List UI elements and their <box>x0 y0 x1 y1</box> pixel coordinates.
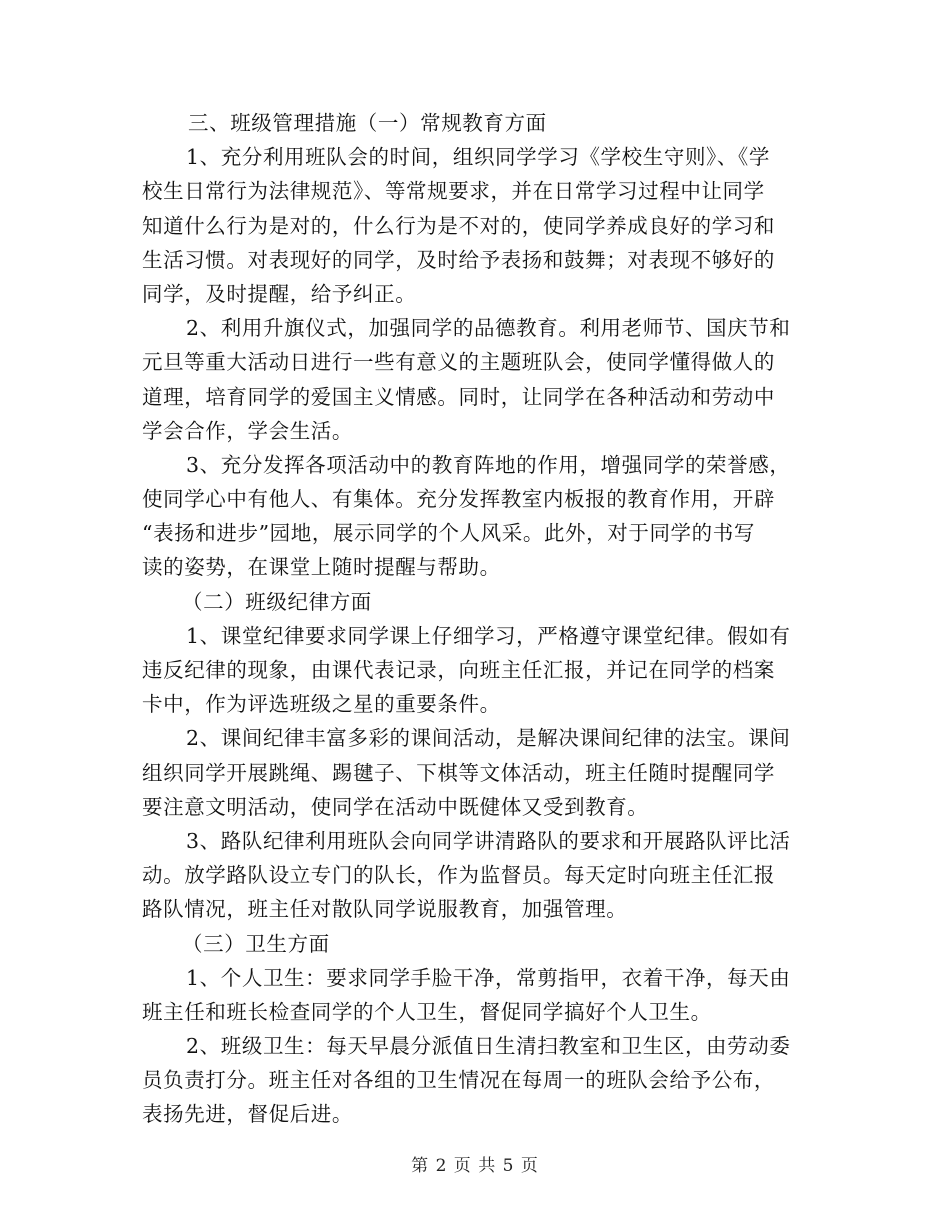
text-line: “表扬和进步”园地，展示同学的个人风采。此外，对于同学的书写 <box>142 521 755 546</box>
text-line: 违反纪律的现象，由课代表记录，向班主任汇报，并记在同学的档案 <box>142 658 775 682</box>
paragraph-first-line: 2、利用升旗仪式，加强同学的品德教育。利用老师节、国庆节和 <box>186 316 791 341</box>
text-line: 路队情况，班主任对散队同学说服教育，加强管理。 <box>142 897 628 922</box>
paragraph-first-line: 3、充分发挥各项活动中的教育阵地的作用，增强同学的荣誉感， <box>186 452 791 477</box>
text-line: 员负责打分。班主任对各组的卫生情况在每周一的班队会给予公布， <box>142 1068 775 1093</box>
text-line: 生活习惯。对表现好的同学，及时给予表扬和鼓舞；对表现不够好的 <box>142 247 775 272</box>
text-line: 班主任和班长检查同学的个人卫生，督促同学搞好个人卫生。 <box>142 999 712 1024</box>
paragraph-first-line: 3、路队纪律利用班队会向同学讲清路队的要求和开展路队评比活 <box>186 828 791 853</box>
paragraph-first-line: 1、个人卫生：要求同学手脸干净，常剪指甲，衣着干净，每天由 <box>186 965 791 990</box>
text-line: 表扬先进，督促后进。 <box>142 1102 353 1127</box>
text-line: 道理，培育同学的爱国主义情感。同时，让同学在各种活动和劳动中 <box>142 384 775 409</box>
subsection-heading: （三）卫生方面 <box>182 931 330 956</box>
text-line: 知道什么行为是对的，什么行为是不对的，使同学养成良好的学习和 <box>142 213 775 238</box>
text-line: 卡中，作为评选班级之星的重要条件。 <box>142 692 501 717</box>
text-line: 动。放学路队设立专门的队长，作为监督员。每天定时向班主任汇报 <box>142 863 775 888</box>
document-body <box>142 106 808 1132</box>
section-heading: 三、班级管理措施（一）常规教育方面 <box>188 111 547 135</box>
text-line: 校生日常行为法律规范》、等常规要求，并在日常学习过程中让同学 <box>142 179 765 204</box>
paragraph-first-line: 1、充分利用班队会的时间，组织同学学习《学校生守则》、《学 <box>186 145 770 170</box>
text-line: 读的姿势，在课堂上随时提醒与帮助。 <box>142 555 501 580</box>
text-line: 元旦等重大活动日进行一些有意义的主题班队会，使同学懂得做人的 <box>142 350 775 375</box>
page-number: 第 2 页 共 5 页 <box>411 1156 539 1176</box>
paragraph-first-line: 2、班级卫生：每天早晨分派值日生清扫教室和卫生区，由劳动委 <box>186 1034 791 1059</box>
text-line: 使同学心中有他人、有集体。充分发挥教室内板报的教育作用，开辟 <box>142 487 775 512</box>
text-line: 学会合作，学会生活。 <box>142 418 353 443</box>
paragraph-first-line: 2、课间纪律丰富多彩的课间活动，是解决课间纪律的法宝。课间 <box>186 726 791 751</box>
text-line: 组织同学开展跳绳、踢毽子、下棋等文体活动，班主任随时提醒同学 <box>142 760 775 785</box>
subsection-heading: （二）班级纪律方面 <box>182 589 372 614</box>
paragraph-first-line: 1、课堂纪律要求同学课上仔细学习，严格遵守课堂纪律。假如有 <box>186 623 791 648</box>
text-line: 同学，及时提醒，给予纠正。 <box>142 281 417 306</box>
text-line: 要注意文明活动，使同学在活动中既健体又受到教育。 <box>142 794 649 819</box>
